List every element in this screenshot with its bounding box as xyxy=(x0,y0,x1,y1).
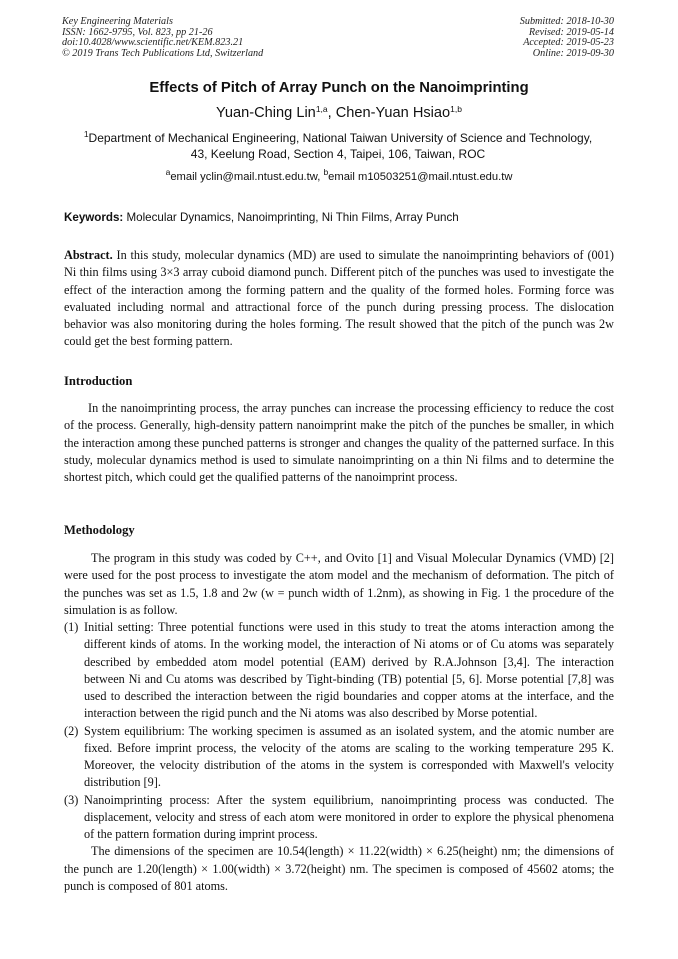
affiliation-line: Department of Mechanical Engineering, National Taiwan University of Science and Technology, xyxy=(88,131,593,145)
abstract-label: Abstract. xyxy=(64,248,113,262)
author-list xyxy=(0,105,678,121)
journal-copyright: © 2019 Trans Tech Publications Ltd, Switzerland xyxy=(62,47,264,59)
methodology-paragraph: The dimensions of the specimen are 10.54(length) × 11.22(width) × 6.25(height) nm; the dimensions of the punch are 1.20(length) × 1.00(width) × 3.72(height) nm. The specimen is composed of 45602 atoms; the punch is composed of 801 atoms. xyxy=(64,844,614,893)
affiliation xyxy=(62,131,614,162)
procedure-item xyxy=(64,723,614,792)
procedure-item xyxy=(64,619,614,723)
author-separator: , xyxy=(327,105,336,121)
section-heading-methodology: Methodology xyxy=(64,523,135,537)
keywords-text: Molecular Dynamics, Nanoimprinting, Ni Thin Films, Array Punch xyxy=(123,211,459,224)
affiliation-line: 43, Keelung Road, Section 4, Taipei, 106, Taiwan, ROC xyxy=(190,146,486,161)
author-emails xyxy=(0,167,678,183)
abstract-text: In this study, molecular dynamics (MD) are used to simulate the nanoimprinting behaviors of (001) Ni thin films using 3×3 array cuboid diamond punch. Different pitch of the punches was used to investigate the effect of the interaction among the forming pattern and the quality of the formed holes. Forming force was evaluated including normal and attractional force of the punch during pressing process. The dislocation behavior was also monitoring during the holes forming. The result showed that the pitch of the punch was 2w could get the best forming pattern. xyxy=(64,248,614,349)
procedure-item-text: System equilibrium: The working specimen is assumed as an isolated system, and the atomic number are fixed. Before imprint process, the velocity of the atoms are scaling to the working temperature 295 K. Moreover, the velocity distribution of the atoms in the system is corresponded with Maxwell's velocity distribution [9]. xyxy=(84,723,614,790)
journal-info xyxy=(62,17,263,59)
procedure-item xyxy=(64,792,614,844)
procedure-item-number: (2) xyxy=(64,723,79,738)
keywords-label: Keywords: xyxy=(64,211,124,224)
procedure-item-text: Nanoimprinting process: After the system equilibrium, nanoimprinting process was conducted. The displacement, velocity and stress of each atom were monitored in order to explore the physical phenomena of the pattern formation during imprint process. xyxy=(84,792,614,841)
email-superscript: a xyxy=(165,167,171,177)
date-submitted: Submitted: 2018-10-30 xyxy=(519,16,614,27)
date-accepted: Accepted: 2019-05-23 xyxy=(523,37,614,49)
journal-name: Key Engineering Materials xyxy=(62,16,173,27)
author-name: Yuan-Ching Lin xyxy=(216,105,316,121)
section-heading-introduction: Introduction xyxy=(64,374,133,388)
procedure-item-text: Initial setting: Three potential functions were used in this study to treat the atoms interaction among the different kinds of atoms. In the working model, the interaction of Ni atoms or of Cu atoms was separately described by embedded atom model potential (EAM) derived by R.A.Johnson [3,4]. The interaction between Ni and Cu atoms was described by Tight-binding (TB) potential [5, 6]. Morse potential [7,8] was used to described the interaction between the rigid boundaries and copper atoms at the interface, and the interaction between the rigid punch and the Ni atoms was also described by Morse potential. xyxy=(84,620,614,721)
author-superscript: 1,b xyxy=(450,104,462,114)
keywords xyxy=(64,211,616,224)
paper-title: Effects of Pitch of Array Punch on the Nanoimprinting xyxy=(149,80,529,96)
introduction-paragraph: In the nanoimprinting process, the array punches can increase the processing efficiency to reduce the cost of the process. Generally, high-density pattern nanoimprint make the pitch of the punches be smaller, in which the interaction among these punched patterns is stronger and changes the quality of the patterned surface. In this study, molecular dynamics method is used to simulate nanoimprinting on a thin Ni films and to determine the shortest pitch, which could get the qualified patterns of the nanoimprint process. xyxy=(64,401,614,484)
procedure-item-number: (1) xyxy=(64,620,79,634)
procedure-item-number: (3) xyxy=(64,792,79,807)
methodology-paragraph: The program in this study was coded by C++, and Ovito [1] and Visual Molecular Dynamics (VMD) [2] were used for the post process to investigate the atom model and the mechanism of deformation. The pitch of the punches was set as 1.5, 1.8 and 2w (w = punch width of 1.2nm), as showing in Fig. 1 the procedure of the simulation is as follow. xyxy=(64,551,614,617)
author-name: Chen-Yuan Hsiao xyxy=(335,105,451,121)
date-online: Online: 2019-09-30 xyxy=(532,47,614,59)
methodology-section xyxy=(64,550,614,895)
journal-issn: ISSN: 1662-9795, Vol. 823, pp 21-26 xyxy=(62,26,213,38)
email-superscript: b xyxy=(323,167,329,177)
affiliation-superscript: 1 xyxy=(83,129,89,139)
abstract xyxy=(64,247,614,351)
date-revised: Revised: 2019-05-14 xyxy=(528,26,614,38)
author-superscript: 1,a xyxy=(315,104,328,114)
email-text: email m10503251@mail.ntust.edu.tw xyxy=(328,171,513,183)
journal-doi: doi:10.4028/www.scientific.net/KEM.823.21 xyxy=(62,37,244,49)
publication-dates xyxy=(520,17,614,59)
email-text: email yclin@mail.ntust.edu.tw, xyxy=(170,171,324,183)
